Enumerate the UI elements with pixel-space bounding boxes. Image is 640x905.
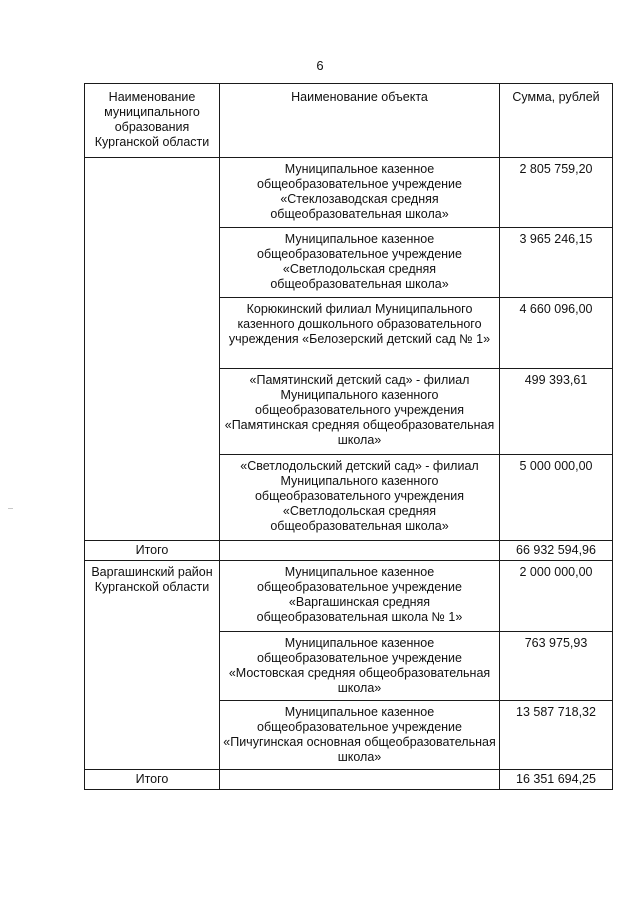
object-cell: «Памятинский детский сад» - филиал Муниципального казенного общеобразовательного учреждения «Памятинская средняя общеобразовательная школа» xyxy=(220,369,500,455)
total-sum: 66 932 594,96 xyxy=(500,541,613,561)
table-header-row xyxy=(85,84,613,158)
municipality-cell: Варгашинский район Курганской области xyxy=(85,561,220,770)
page-number: 6 xyxy=(316,58,324,73)
municipality-column-header: Наименование муниципального образования Курганской области xyxy=(85,84,220,158)
sum-cell: 13 587 718,32 xyxy=(500,701,613,770)
sum-cell: 763 975,93 xyxy=(500,632,613,701)
municipality-cell xyxy=(85,158,220,541)
total-label: Итого xyxy=(85,770,220,790)
object-cell: Муниципальное казенное общеобразовательное учреждение «Варгашинская средняя общеобразовательная школа № 1» xyxy=(220,561,500,632)
object-cell: Муниципальное казенное общеобразовательное учреждение «Мостовская средняя общеобразовательная школа» xyxy=(220,632,500,701)
object-column-header: Наименование объекта xyxy=(220,84,500,158)
object-cell: Муниципальное казенное общеобразовательное учреждение «Светлодольская средняя общеобразовательная школа» xyxy=(220,228,500,298)
sum-cell: 2 000 000,00 xyxy=(500,561,613,632)
allocation-table xyxy=(84,83,613,790)
total-sum: 16 351 694,25 xyxy=(500,770,613,790)
object-cell: Муниципальное казенное общеобразовательное учреждение «Стеклозаводская средняя общеобразовательная школа» xyxy=(220,158,500,228)
object-cell: Муниципальное казенное общеобразовательное учреждение «Пичугинская основная общеобразовательная школа» xyxy=(220,701,500,770)
sum-cell: 4 660 096,00 xyxy=(500,298,613,369)
sum-cell: 5 000 000,00 xyxy=(500,455,613,541)
table-row xyxy=(85,158,613,228)
sum-column-header: Сумма, рублей xyxy=(500,84,613,158)
object-cell: Корюкинский филиал Муниципального казенного дошкольного образовательного учреждения «Белозерский детский сад № 1» xyxy=(220,298,500,369)
total-object-cell xyxy=(220,541,500,561)
table-row xyxy=(85,561,613,632)
margin-mark xyxy=(8,508,13,509)
object-cell: «Светлодольский детский сад» - филиал Муниципального казенного общеобразовательного учреждения «Светлодольская средняя общеобразовательная школа» xyxy=(220,455,500,541)
sum-cell: 2 805 759,20 xyxy=(500,158,613,228)
total-object-cell xyxy=(220,770,500,790)
sum-cell: 3 965 246,15 xyxy=(500,228,613,298)
total-row xyxy=(85,770,613,790)
sum-cell: 499 393,61 xyxy=(500,369,613,455)
total-label: Итого xyxy=(85,541,220,561)
total-row xyxy=(85,541,613,561)
